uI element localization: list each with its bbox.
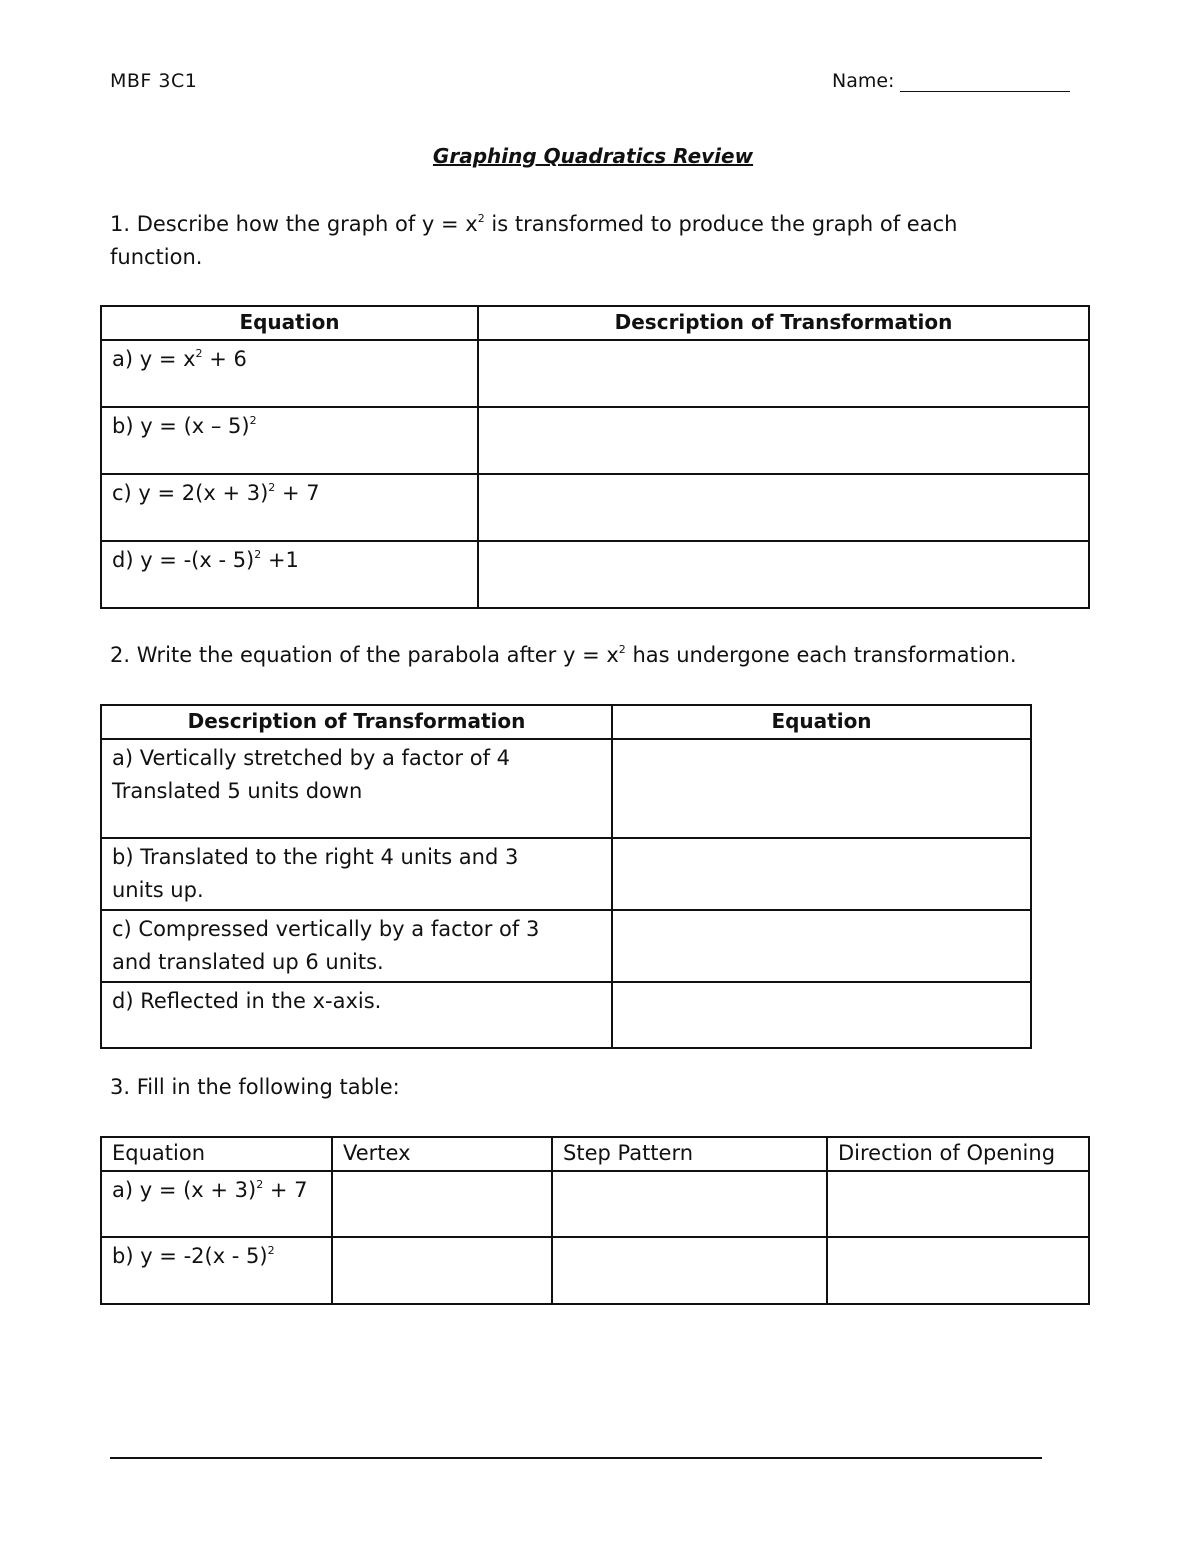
equation-cell: b) y = -2(x - 5)$^2$ — [101, 1237, 332, 1304]
name-field — [832, 70, 1070, 92]
step-pattern-cell[interactable] — [552, 1171, 827, 1237]
equation-cell: c) $y = 2(x + 3)^2 + 7$ — [101, 474, 478, 541]
question-2-prompt: 2. Write the equation of the parabola after $y = x^2$ has undergone each transformation. — [110, 643, 1017, 667]
table-row — [101, 340, 1089, 407]
table-header: Equation — [101, 1137, 332, 1171]
question-1-prompt: 1. Describe how the graph of $y = x^2$ is transformed to produce the graph of each function. — [110, 212, 958, 269]
table-row — [101, 982, 1031, 1048]
vertex-cell[interactable] — [332, 1171, 552, 1237]
equation-cell: b) y = (x – 5)$^2$ — [101, 407, 478, 474]
question-3-table — [100, 1136, 1090, 1305]
table-row — [101, 1171, 1089, 1237]
table-header: Description of Transformation — [478, 306, 1089, 340]
answer-cell[interactable] — [612, 910, 1031, 982]
description-cell: c) Compressed vertically by a factor of 3 and translated up 6 units. — [101, 910, 612, 982]
name-label: Name: — [832, 70, 895, 92]
answer-cell[interactable] — [478, 340, 1089, 407]
question-3-prompt: 3. Fill in the following table: — [110, 1075, 400, 1099]
table-row — [101, 739, 1031, 838]
direction-cell[interactable] — [827, 1237, 1089, 1304]
answer-cell[interactable] — [612, 982, 1031, 1048]
table-row — [101, 1237, 1089, 1304]
page-title: Graphing Quadratics Review — [432, 144, 754, 168]
description-cell: a) Vertically stretched by a factor of 4 Translated 5 units down — [101, 739, 612, 838]
course-code: MBF 3C1 — [110, 70, 198, 92]
description-cell: b) Translated to the right 4 units and 3 units up. — [101, 838, 612, 910]
direction-cell[interactable] — [827, 1171, 1089, 1237]
table-header: Vertex — [332, 1137, 552, 1171]
answer-cell[interactable] — [478, 474, 1089, 541]
table-row — [101, 541, 1089, 608]
table-header: Description of Transformation — [101, 705, 612, 739]
step-pattern-cell[interactable] — [552, 1237, 827, 1304]
equation-cell: a) $y = (x + 3)^2 + 7$ — [101, 1171, 332, 1237]
answer-cell[interactable] — [478, 541, 1089, 608]
vertex-cell[interactable] — [332, 1237, 552, 1304]
answer-cell[interactable] — [612, 739, 1031, 838]
table-header: Step Pattern — [552, 1137, 827, 1171]
question-1-table — [100, 305, 1090, 609]
answer-cell[interactable] — [478, 407, 1089, 474]
equation-cell: a) $y = x^2 + 6$ — [101, 340, 478, 407]
table-header: Equation — [612, 705, 1031, 739]
table-row — [101, 838, 1031, 910]
answer-cell[interactable] — [612, 838, 1031, 910]
table-header: Direction of Opening — [827, 1137, 1089, 1171]
table-header: Equation — [101, 306, 478, 340]
description-cell: d) Reflected in the x-axis. — [101, 982, 612, 1048]
equation-cell: d) y = -(x - 5)$^2$ +1 — [101, 541, 478, 608]
table-row — [101, 910, 1031, 982]
name-blank-line — [900, 73, 1070, 92]
table-row — [101, 407, 1089, 474]
question-2-table — [100, 704, 1032, 1049]
table-row — [101, 474, 1089, 541]
footer-rule — [110, 1457, 1042, 1459]
